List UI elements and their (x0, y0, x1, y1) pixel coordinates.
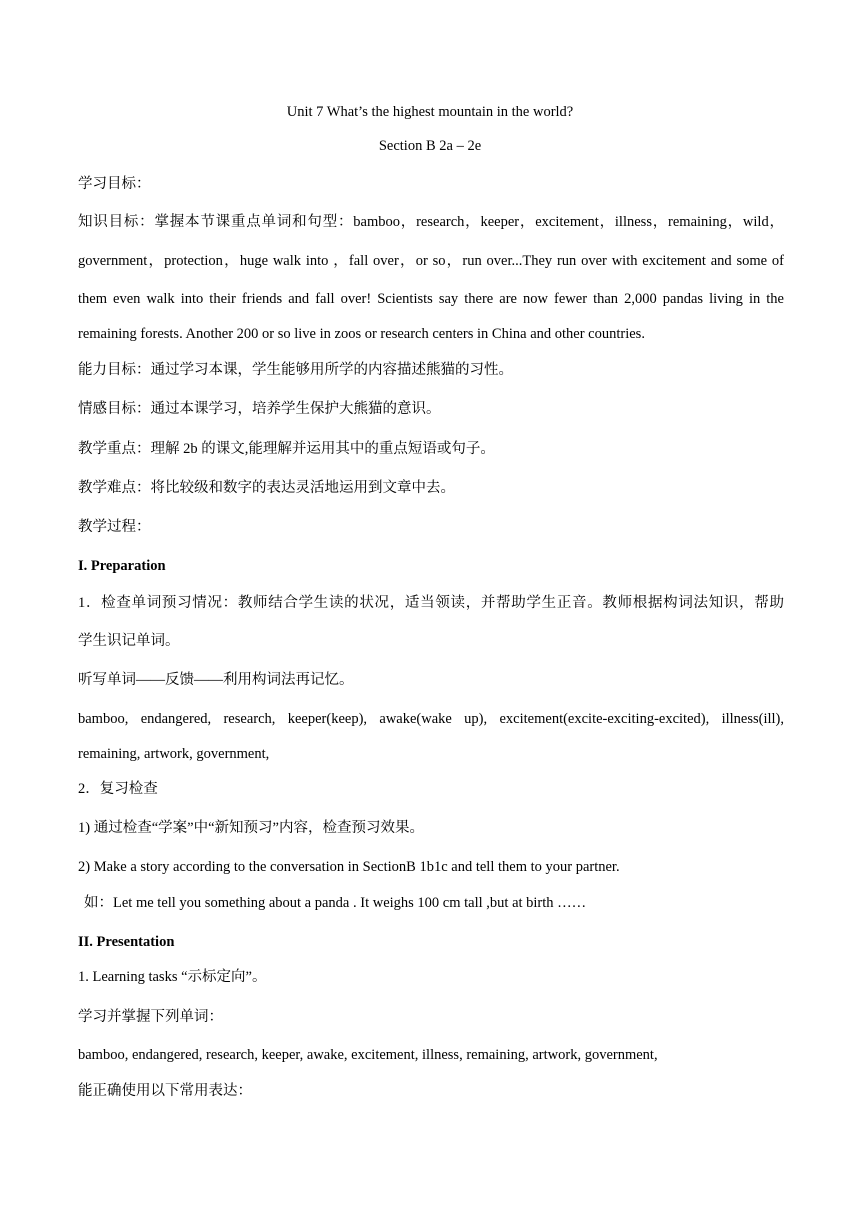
text-line: 学生识记单词。 (78, 633, 180, 649)
text-line: bamboo, endangered, research, keeper(keep), awake(wake up), excitement(excite-exciting-excited), illness(ill), (78, 711, 784, 727)
text-line: 听写单词——反馈——利用构词法再记忆。 (78, 672, 354, 688)
text-line: 1．检查单词预习情况：教师结合学生读的状况，适当领读，并帮助学生正音。教师根据构词法知识，帮助 (78, 595, 784, 611)
text-line: 教学难点：将比较级和数字的表达灵活地运用到文章中去。 (78, 480, 455, 496)
text-line: 教学过程： (78, 519, 151, 535)
text-line: 2．复习检查 (78, 781, 158, 797)
text-line: 教学重点：理解 2b 的课文,能理解并运用其中的重点短语或句子。 (78, 441, 495, 457)
text-line: remaining, artwork, government, (78, 746, 270, 762)
text-line: 能力目标：通过学习本课，学生能够用所学的内容描述熊猫的习性。 (78, 362, 513, 378)
doc-title: Unit 7 What’s the highest mountain in the world? (286, 104, 574, 120)
text-line: 1) 通过检查“学案”中“新知预习”内容，检查预习效果。 (78, 820, 424, 836)
text-line: bamboo, endangered, research, keeper, awake, excitement, illness, remaining, artwork, government, (78, 1047, 658, 1063)
text-line: 学习目标： (78, 176, 151, 192)
text-line: 情感目标：通过本课学习，培养学生保护大熊猫的意识。 (78, 401, 441, 417)
text-line: 如：Let me tell you something about a panda . It weighs 100 cm tall ,but at birth …… (84, 895, 587, 911)
doc-section: Section B 2a – 2e (378, 138, 482, 154)
section-heading-presentation: II. Presentation (78, 934, 175, 950)
text-line: government，protection，huge walk into ，fall over，or so，run over...They run over with excitement and some of (78, 253, 784, 269)
text-line: 学习并掌握下列单词： (78, 1009, 223, 1025)
section-heading-preparation: I. Preparation (78, 558, 166, 574)
text-line: them even walk into their friends and fall over! Scientists say there are now fewer than 2,000 pandas living in the (78, 291, 784, 307)
text-line: 知识目标：掌握本节课重点单词和句型：bamboo，research，keeper，excitement，illness，remaining，wild， (78, 214, 784, 230)
text-line: 1. Learning tasks “示标定向”。 (78, 969, 267, 985)
text-line: remaining forests. Another 200 or so live in zoos or research centers in China and other countries. (78, 326, 645, 342)
text-line: 能正确使用以下常用表达： (78, 1083, 252, 1099)
text-line: 2) Make a story according to the conversation in SectionB 1b1c and tell them to your partner. (78, 859, 620, 875)
